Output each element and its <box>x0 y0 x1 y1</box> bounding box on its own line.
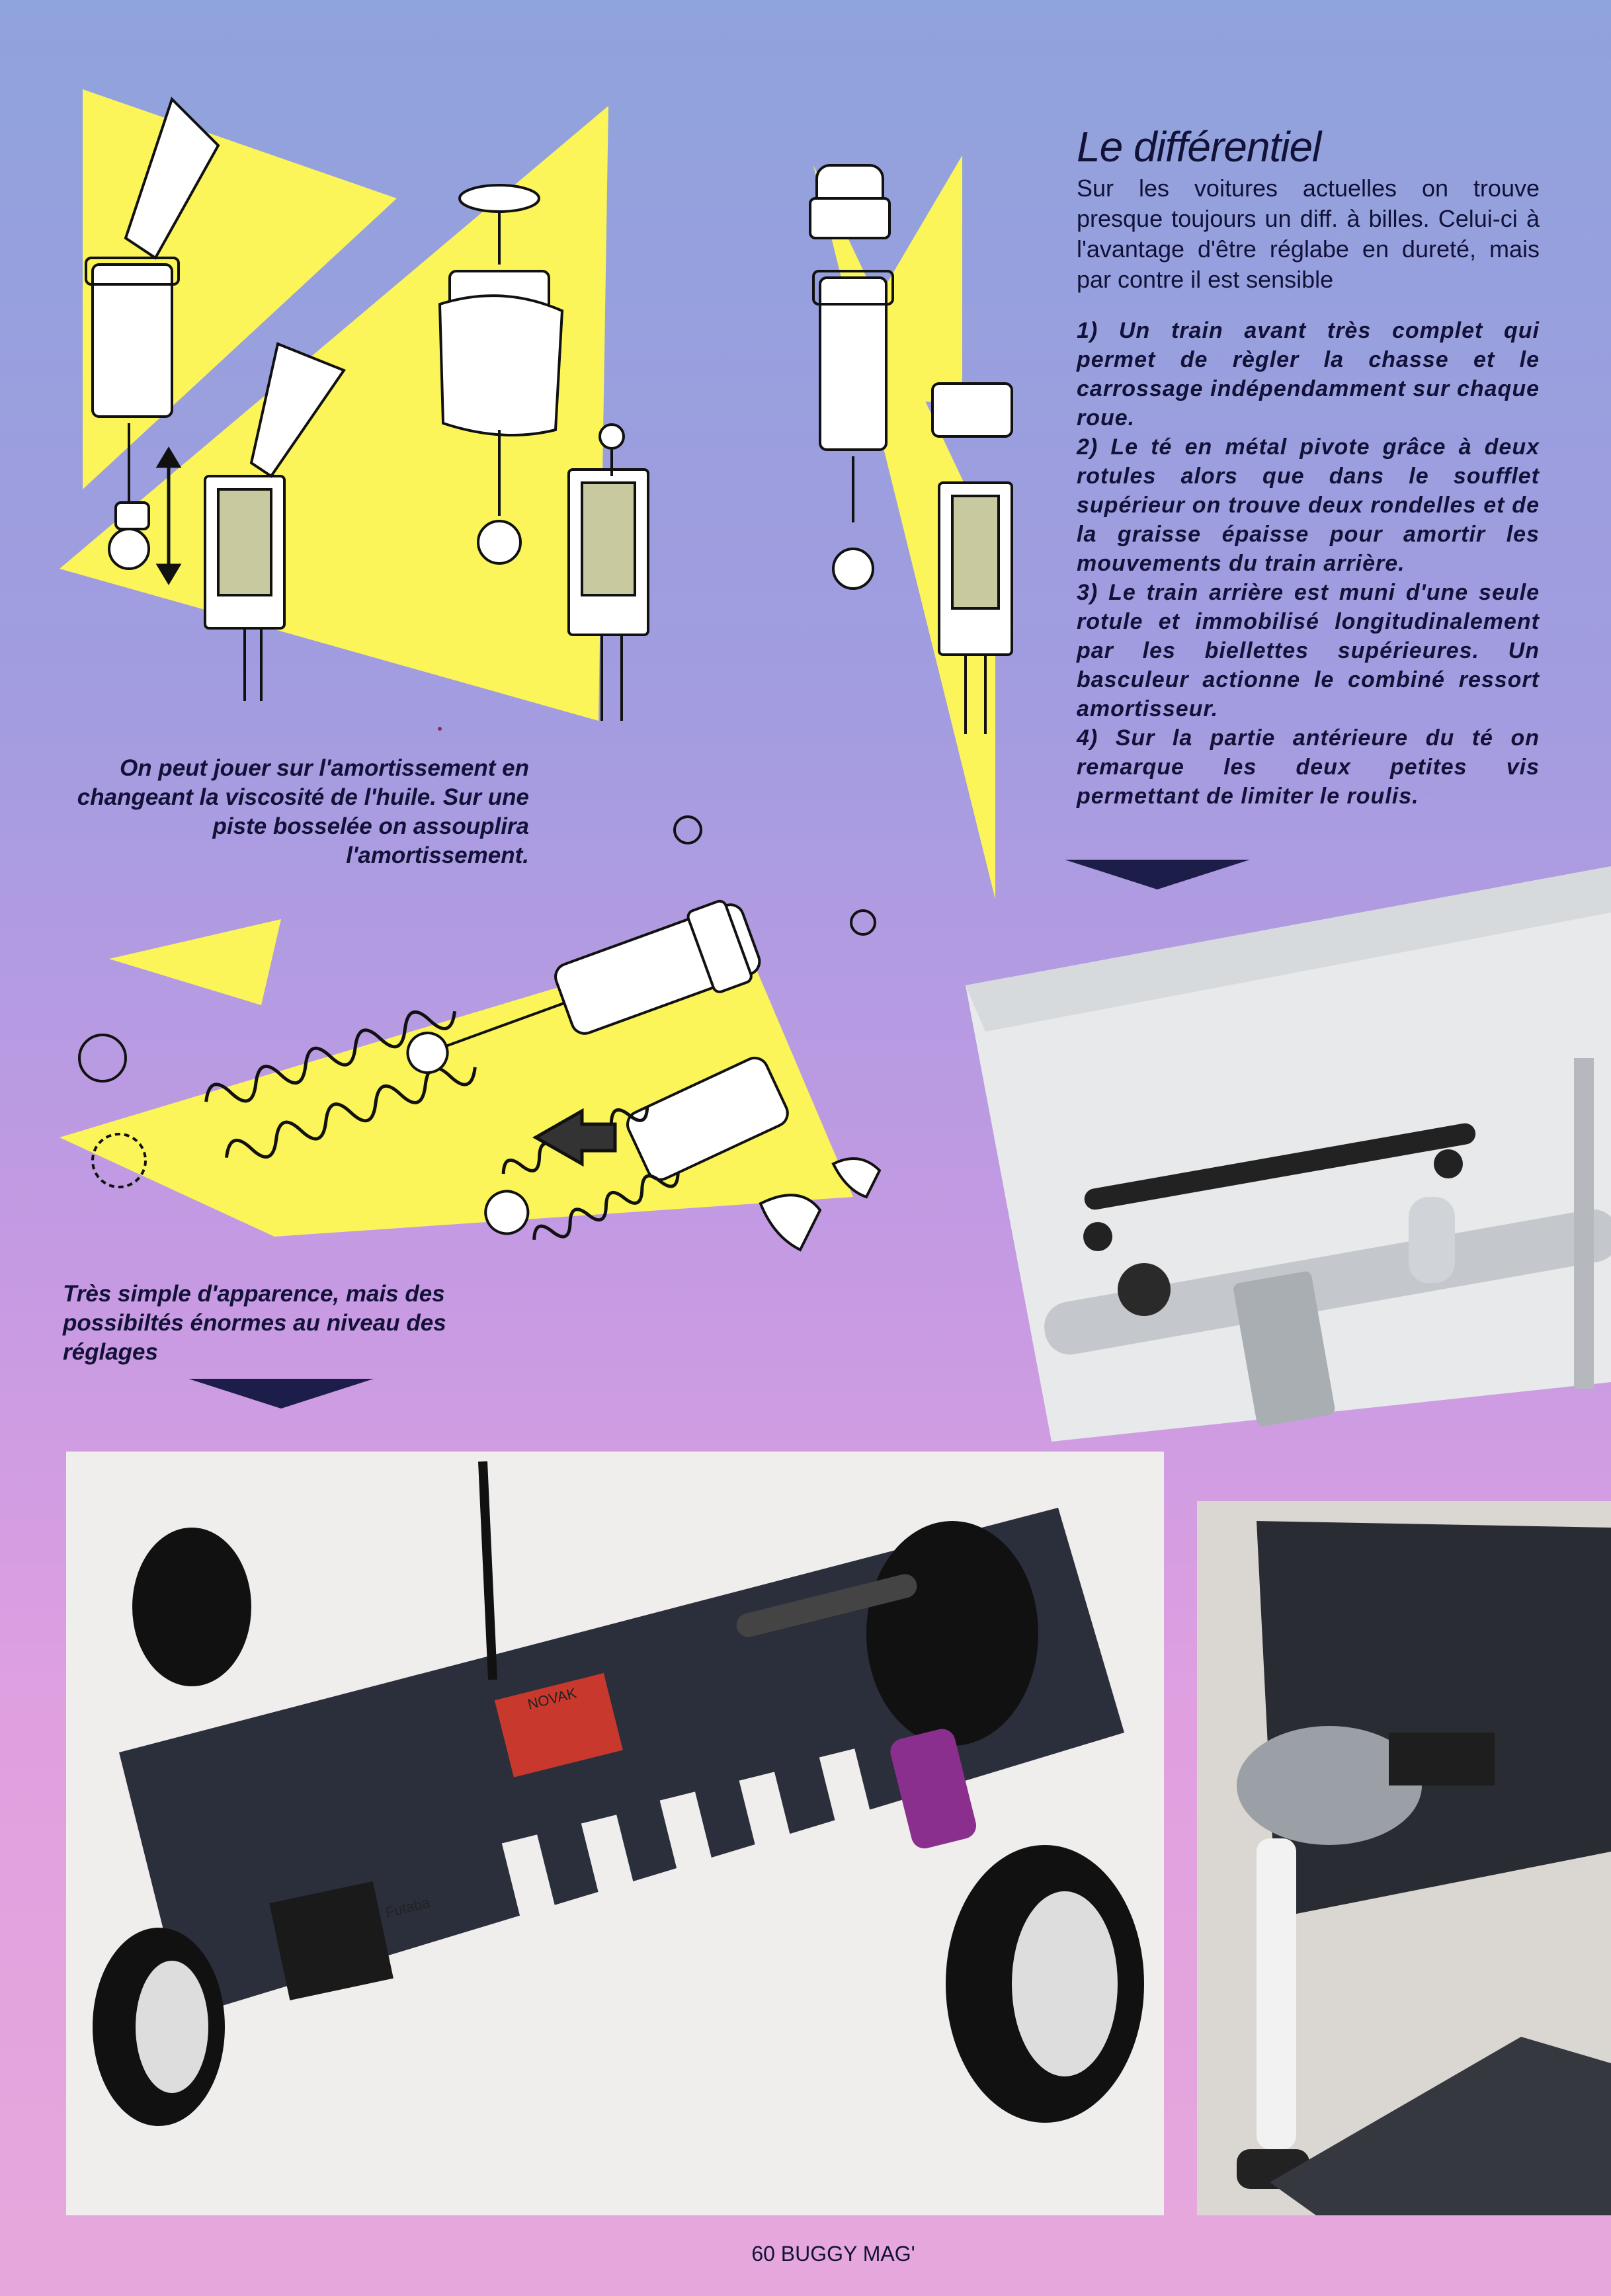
page-footer: 60 BUGGY MAG' <box>751 2242 915 2266</box>
photo-rear-detail <box>1197 1501 1611 2215</box>
point-item: 4) Sur la partie antérieure du té on remarque les deux petites vis permettant de limiter le roulis. <box>1077 725 1540 809</box>
point-item: 3) Le train arrière est muni d'une seule rotule et immobilisé longitudinalement par les biellettes supérieures. Un basculeur actionne le combiné ressort amortisseur. <box>1077 580 1540 721</box>
caption-shock-oil: On peut jouer sur l'amortissement en changeant la viscosité de l'huile. Sur une piste bosselée on assouplira l'amortissement. <box>77 755 529 868</box>
point-item: 1) Un train avant très complet qui permet de règler la chasse et le carrossage indépendamment sur chaque roue. <box>1077 318 1540 430</box>
article-points <box>1077 316 1540 811</box>
photo-front-suspension <box>966 866 1611 1442</box>
photo-chassis <box>66 1452 1164 2215</box>
esc-brand-text: NOVAK <box>526 1684 579 1713</box>
print-speck <box>438 727 442 731</box>
caption-chassis: Très simple d'apparence, mais des possibiltés énormes au niveau des réglages <box>63 1281 446 1365</box>
article-heading: Le différentiel <box>1077 123 1321 171</box>
receiver-brand-text: Futaba <box>384 1894 432 1921</box>
pointer-arrow-right-column <box>1065 860 1250 889</box>
yellow-triangles <box>60 89 995 1237</box>
article-intro: Sur les voitures actuelles on trouve presque toujours un diff. à billes. Celui-ci à l'avantage d'être réglabe en dureté, mais par contre il est sensible <box>1077 175 1540 293</box>
point-item: 2) Le té en métal pivote grâce à deux rotules alors que dans le soufflet supérieur on trouve deux rondelles et de la graisse épaisse pour amortir les mouvements du train arrière. <box>1077 434 1540 576</box>
pointer-arrow-left-column <box>188 1379 374 1409</box>
